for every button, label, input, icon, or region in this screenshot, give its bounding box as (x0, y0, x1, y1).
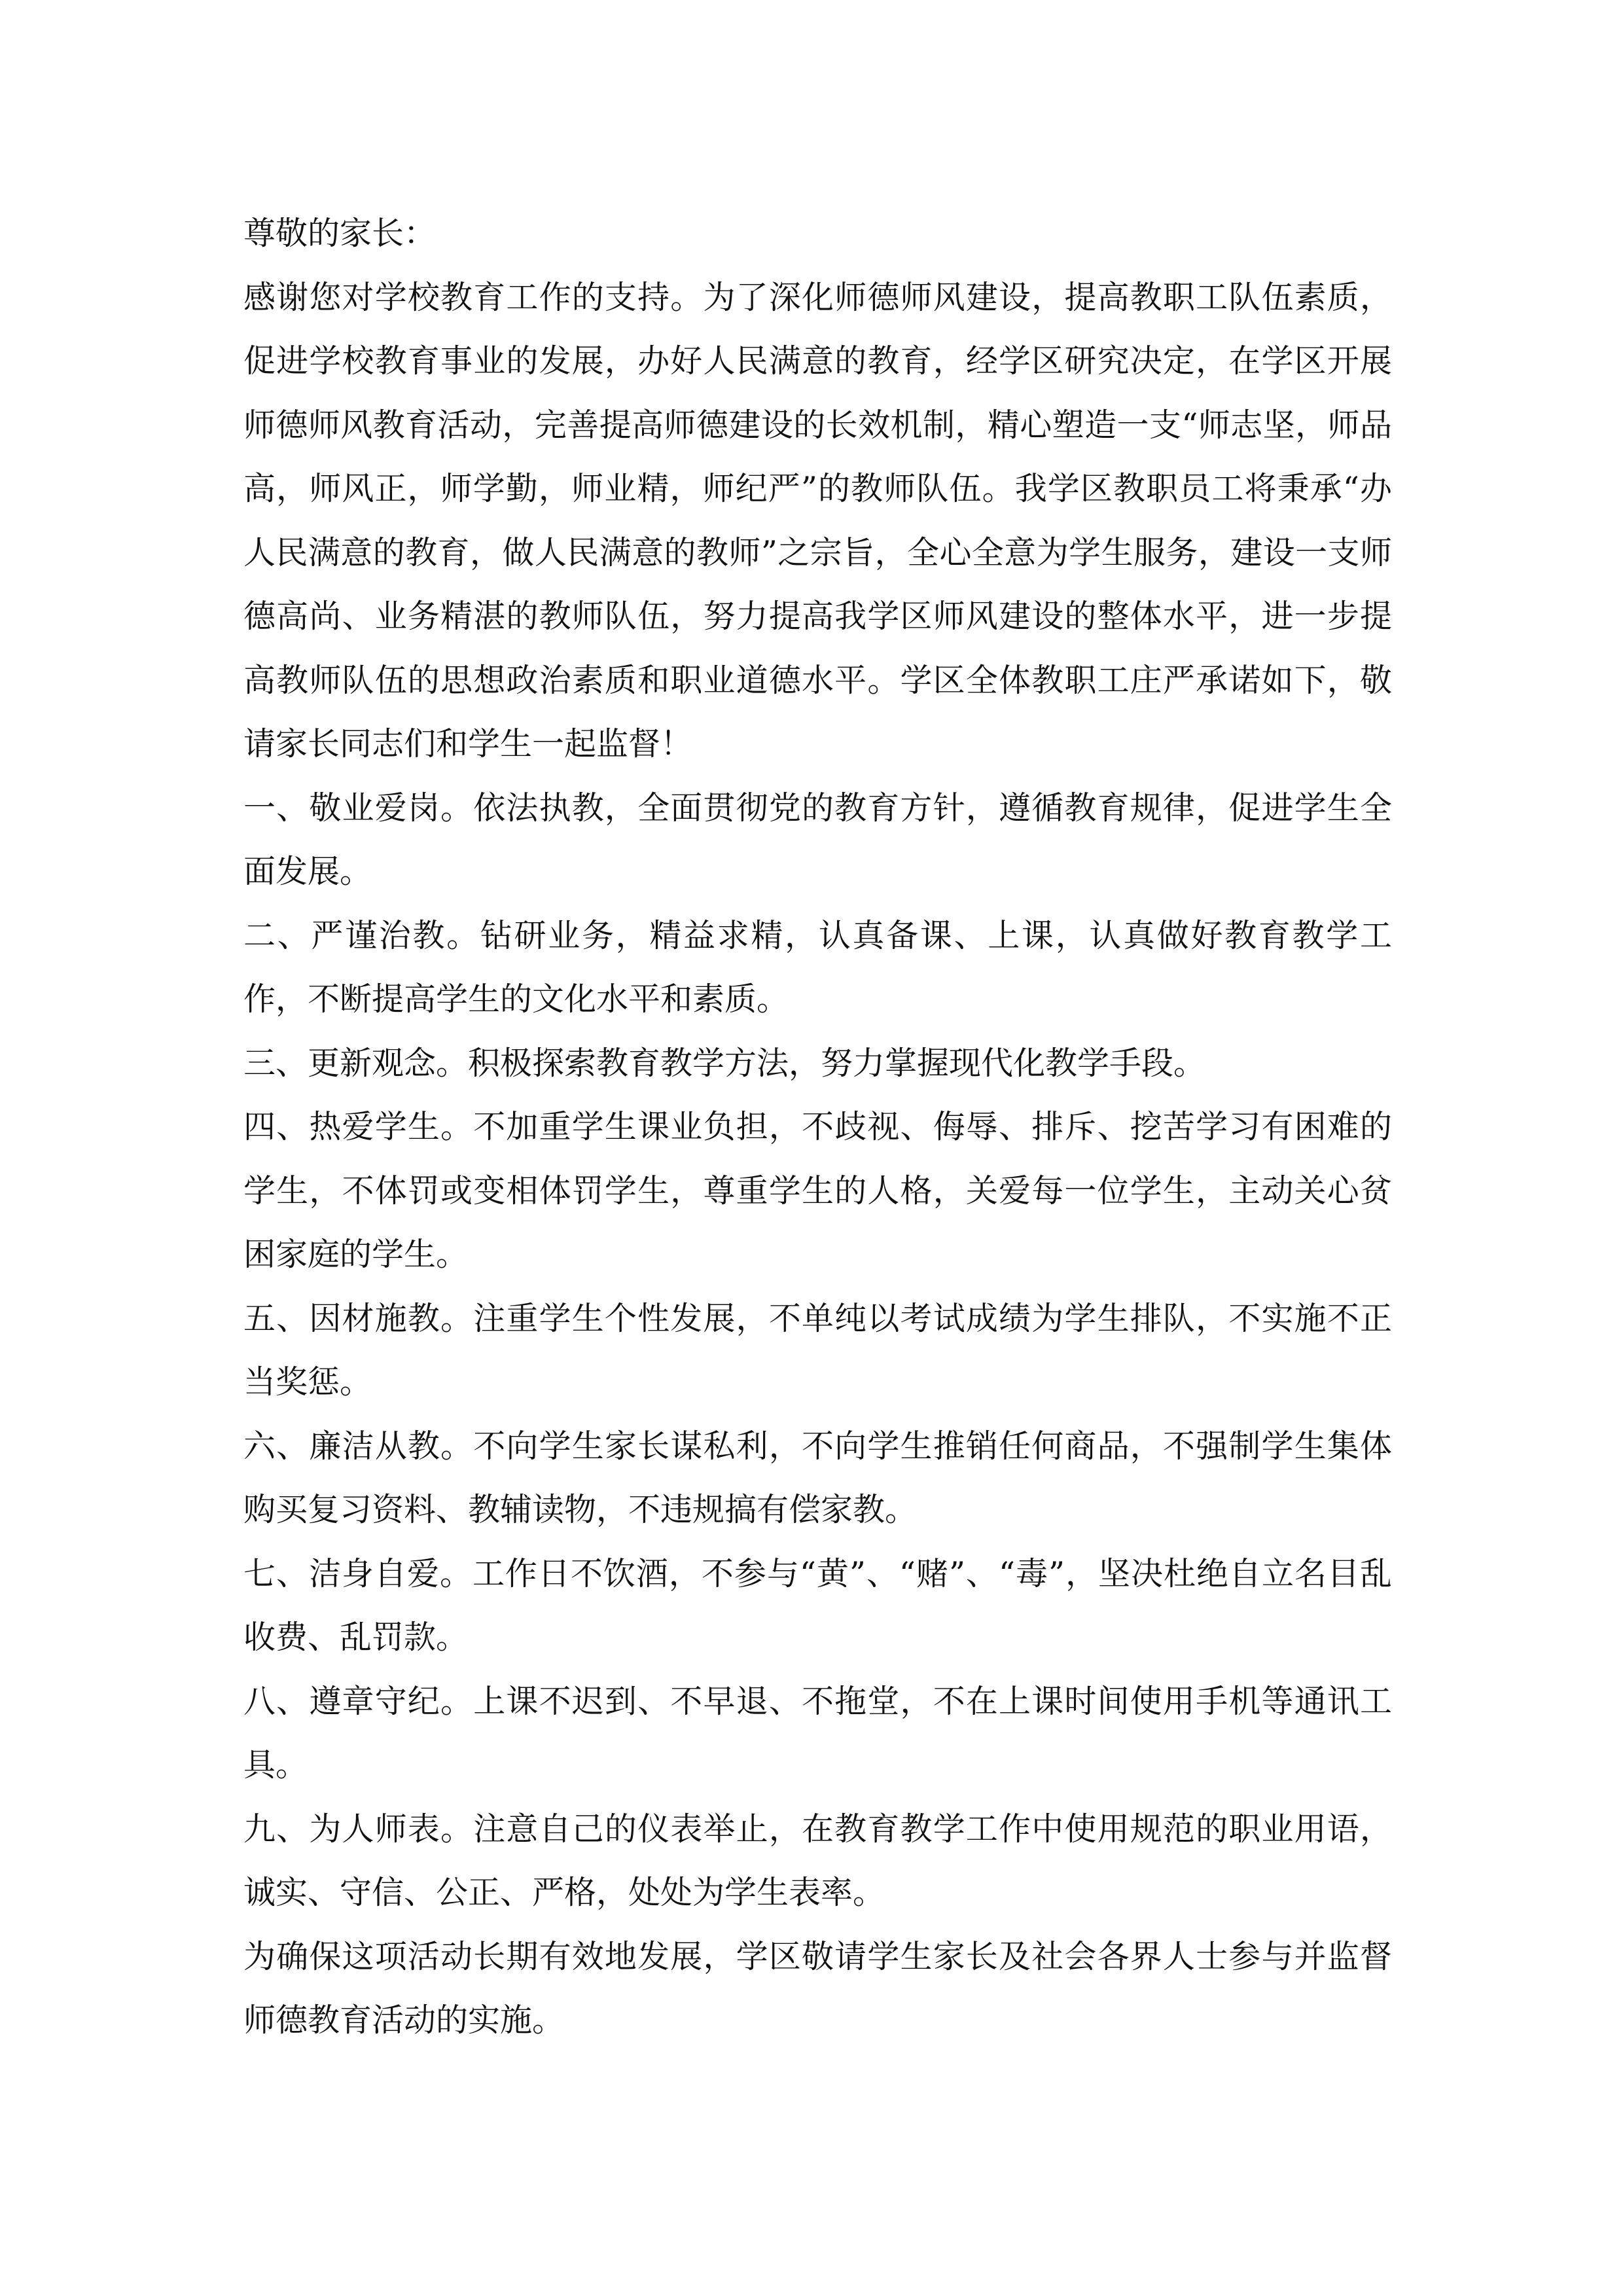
pledge-item-3: 三、更新观念。积极探索教育教学方法，努力掌握现代化教学手段。 (243, 1044, 1206, 1082)
pledge-item-9: 九、为人师表。注意自己的仪表举止，在教育教学工作中使用规范的职业用语，诚实、守信、公正、严格，处处为学生表率。 (243, 1810, 1392, 1911)
pledge-item-4: 四、热爱学生。不加重学生课业负担，不歧视、侮辱、排斥、挖苦学习有困难的学生，不体罚或变相体罚学生，尊重学生的人格，关爱每一位学生，主动关心贫困家庭的学生。 (243, 1108, 1392, 1273)
pledge-item-6: 六、廉洁从教。不向学生家长谋私利，不向学生推销任何商品，不强制学生集体购买复习资料、教辅读物，不违规搞有偿家教。 (243, 1427, 1392, 1528)
letter-greeting: 尊敬的家长： (243, 215, 437, 252)
pledge-item-7: 七、洁身自爱。工作日不饮酒，不参与“黄”、“赌”、“毒”，坚决杜绝自立名目乱收费、乱罚款。 (243, 1554, 1392, 1656)
pledge-item-2: 二、严谨治教。钻研业务，精益求精，认真备课、上课，认真做好教育教学工作，不断提高学生的文化水平和素质。 (243, 916, 1392, 1018)
pledge-item-8: 八、遵章守纪。上课不迟到、不早退、不拖堂，不在上课时间使用手机等通讯工具。 (243, 1682, 1392, 1784)
letter-closing-paragraph: 为确保这项活动长期有效地发展，学区敬请学生家长及社会各界人士参与并监督师德教育活动的实施。 (243, 1937, 1392, 2039)
letter-intro-paragraph: 感谢您对学校教育工作的支持。为了深化师德师风建设，提高教职工队伍素质，促进学校教育事业的发展，办好人民满意的教育，经学区研究决定，在学区开展师德师风教育活动，完善提高师德建设的长效机制，精心塑造一支“师志坚，师品高，师风正，师学勤，师业精，师纪严”的教师队伍。我学区教职员工将秉承“办人民满意的教育，做人民满意的教师”之宗旨，全心全意为学生服务，建设一支师德高尚、业务精湛的教师队伍，努力提高我学区师风建设的整体水平，进一步提高教师队伍的思想政治素质和职业道德水平。学区全体教职工庄严承诺如下，敬请家长同志们和学生一起监督！ (243, 278, 1392, 762)
pledge-item-1: 一、敬业爱岗。依法执教，全面贯彻党的教育方针，遵循教育规律，促进学生全面发展。 (243, 789, 1392, 890)
letter-body (243, 202, 1392, 2053)
pledge-item-5: 五、因材施教。注重学生个性发展，不单纯以考试成绩为学生排队，不实施不正当奖惩。 (243, 1299, 1392, 1401)
